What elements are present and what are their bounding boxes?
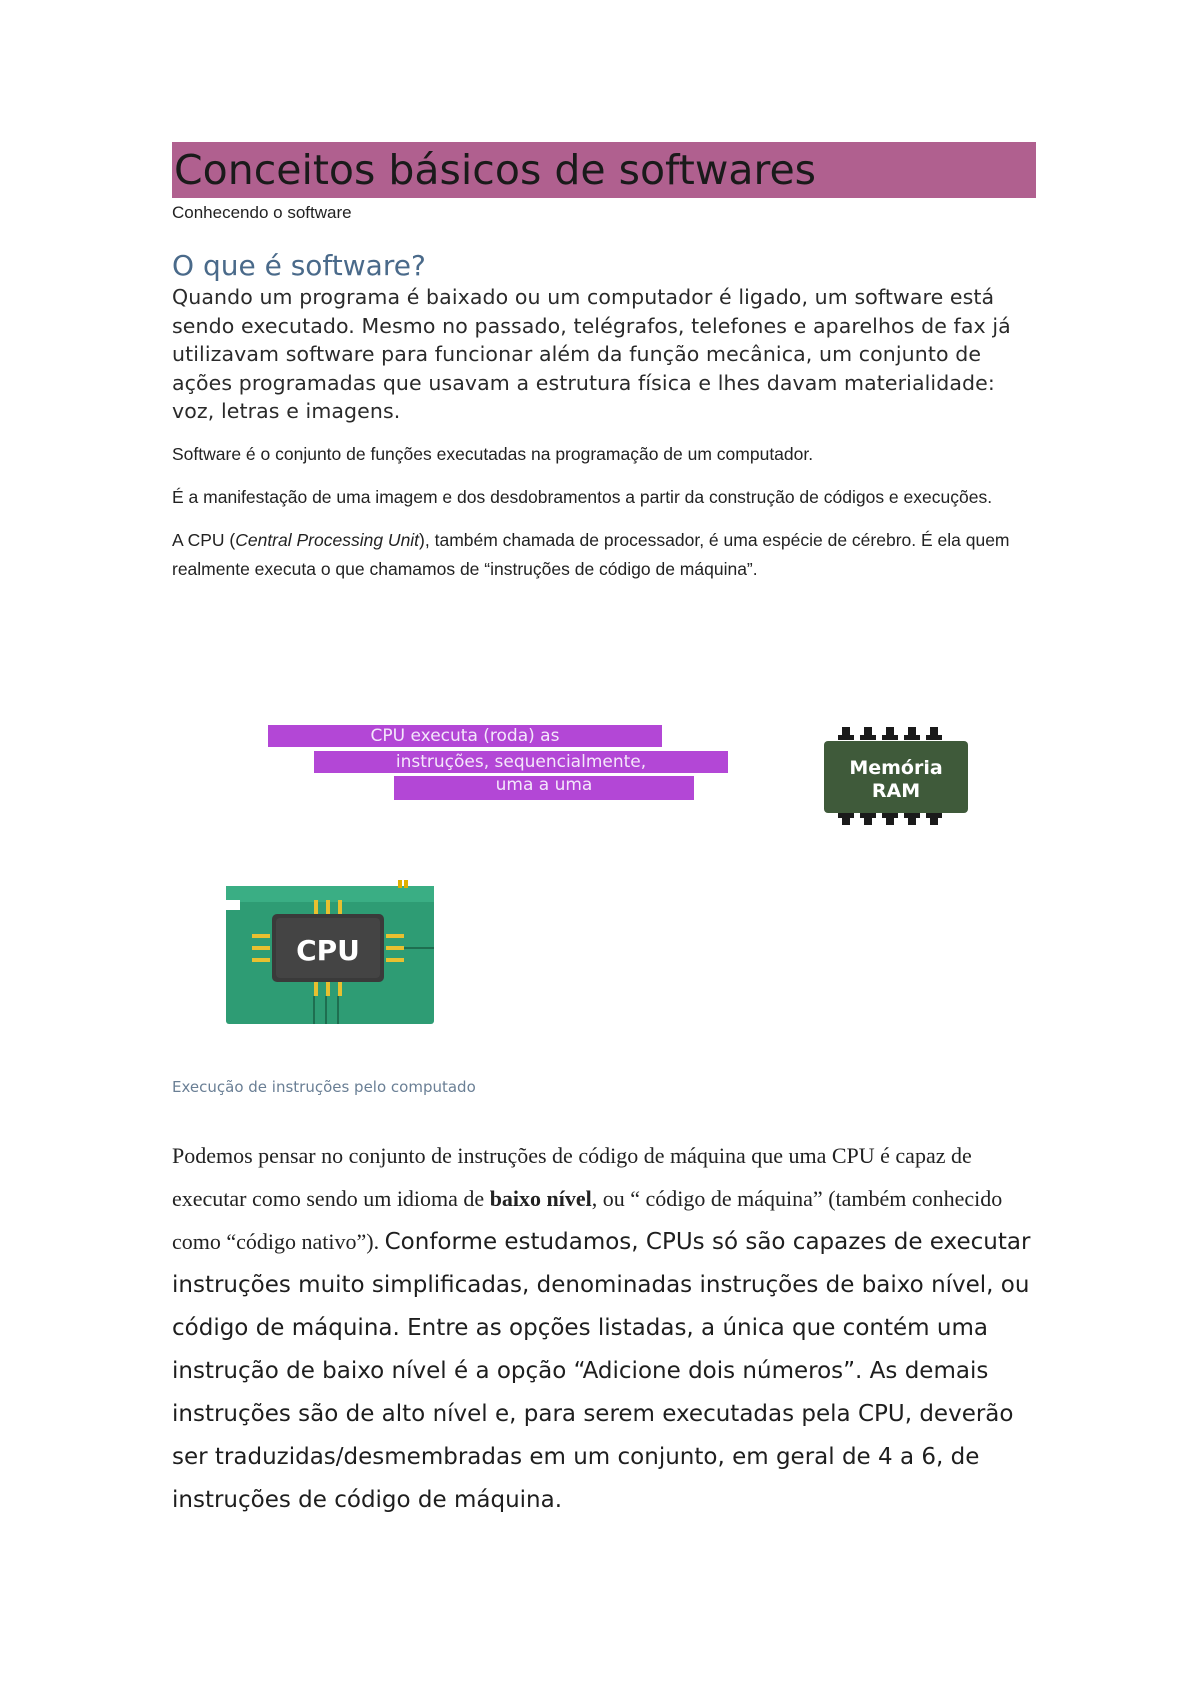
manifestation-paragraph: É a manifestação de uma imagem e dos desdobramentos a partir da construção de códigos e execuções. [172, 486, 993, 507]
banner-line-2: instruções, sequencialmente, [314, 751, 728, 773]
banner-line-3: uma a uma [394, 776, 694, 800]
cpu-full-name: Central Processing Unit [235, 529, 420, 550]
ram-label-line2: RAM [871, 780, 921, 802]
closing-paragraph [172, 1134, 1042, 1522]
ram-label-line1: Memória [849, 757, 943, 779]
figure-caption: Execução de instruções pelo computado [172, 1078, 476, 1096]
definition-paragraph: Software é o conjunto de funções executadas na programação de um computador. [172, 443, 814, 464]
closing-serif-end: , ou “ código de máquina” (também conhecido como “código nativo”). [172, 1186, 1003, 1254]
closing-sans-text: Conforme estudamos, CPUs só são capazes de executar instruções muito simplificadas, denominadas instruções de baixo nível, ou código de máquina. Entre as opções listadas, a única que contém uma instrução de baixo nível é a opção “Adicione dois números”. As demais instruções são de alto nível e, para serem executadas pela CPU, deverão ser traduzidas/desmembradas em um conjunto, em geral de 4 a 6, de instruções de código de máquina. [172, 1229, 1031, 1513]
ram-chip-illustration [820, 725, 970, 833]
intro-paragraph: Quando um programa é baixado ou um computador é ligado, um software está sendo executado. Mesmo no passado, telégrafos, telefones e aparelhos de fax já utilizavam software para funcionar além da função mecânica, um conjunto de ações programadas que usavam a estrutura física e lhes davam materialidade: voz, letras e imagens. [172, 285, 1011, 423]
banner-line-1: CPU executa (roda) as [268, 725, 662, 747]
title-banner [172, 142, 1036, 198]
closing-serif-start: Podemos pensar no conjunto de instruções de código de máquina que uma CPU é capaz de executar como sendo um idioma de [172, 1143, 972, 1211]
cpu-paragraph [172, 526, 1038, 584]
page-title: Conceitos básicos de softwares [174, 146, 817, 194]
page-subtitle: Conhecendo o software [172, 203, 352, 222]
cpu-board-illustration [224, 878, 438, 1026]
section-heading: O que é software? [172, 249, 426, 282]
cpu-paragraph-end: ), também chamada de processador, é uma espécie de cérebro. É ela quem realmente executa o que chamamos de “instruções de código de máquina”. [172, 529, 1010, 579]
closing-bold-term: baixo nível [489, 1186, 592, 1211]
cpu-paragraph-start: A CPU ( [172, 529, 236, 550]
cpu-label: CPU [296, 934, 360, 967]
document-page [172, 142, 1038, 584]
